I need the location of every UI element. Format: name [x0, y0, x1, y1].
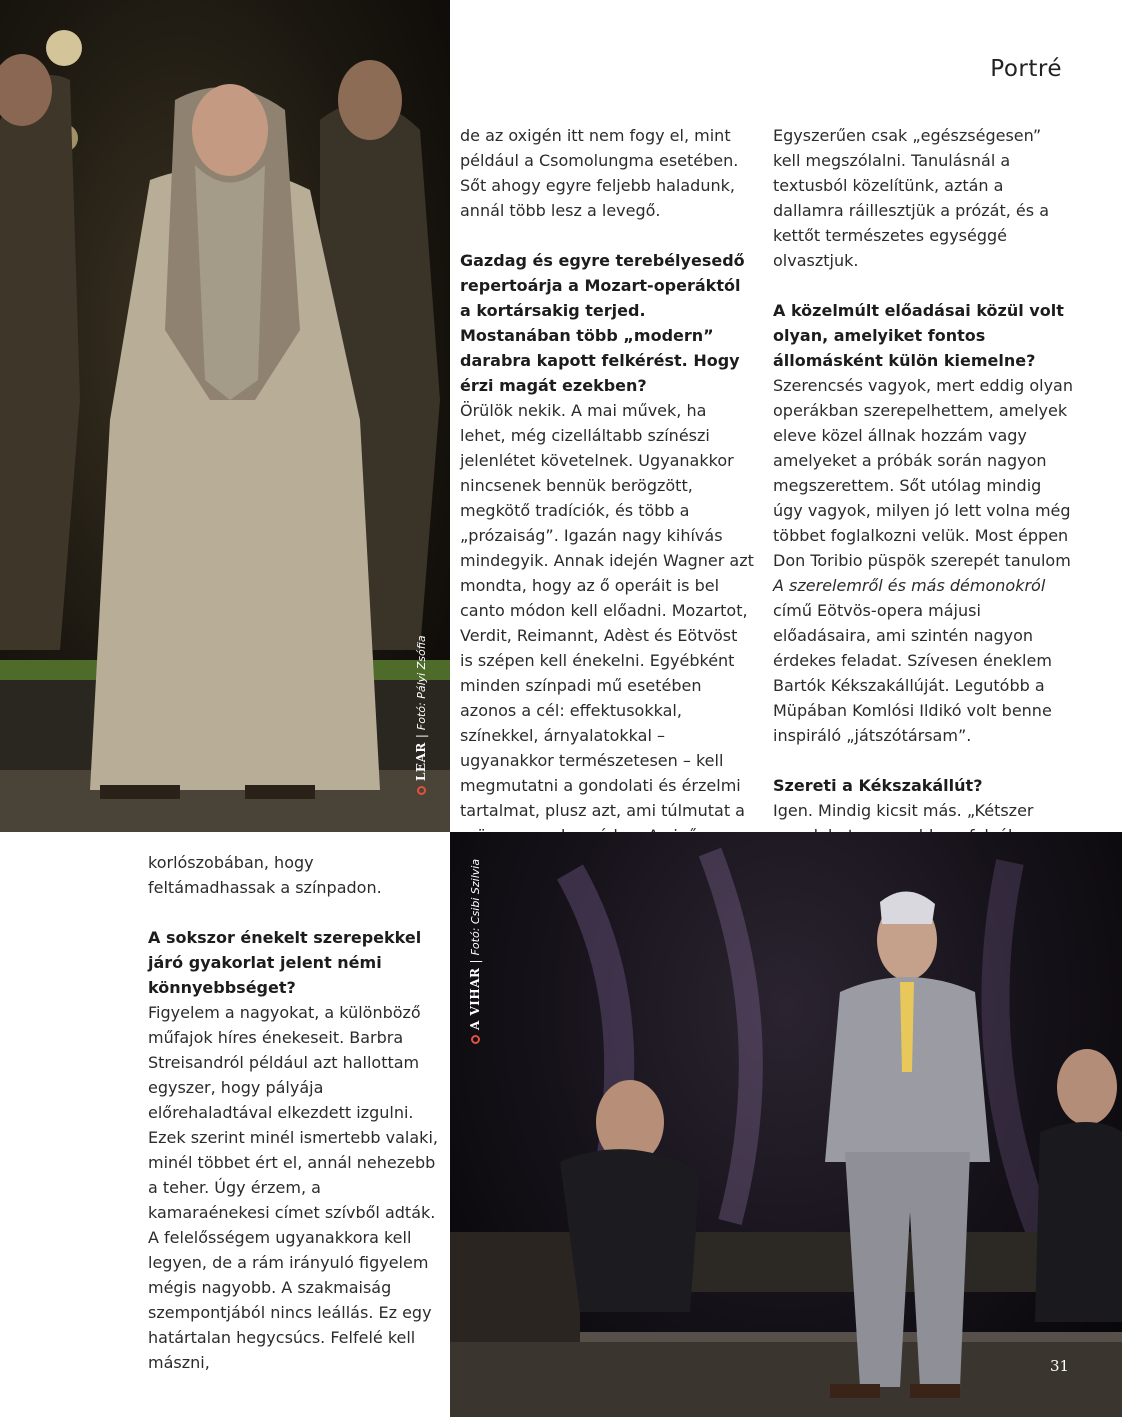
section-label: Portré	[990, 56, 1062, 82]
vihar-stage-illustration	[450, 832, 1122, 1417]
text-column-left-bottom	[148, 850, 440, 1375]
lear-stage-illustration	[0, 0, 450, 832]
opera-title: A szerelemről és más démonokról	[773, 576, 1046, 595]
interview-question: Szereti a Kékszakállút?	[773, 776, 983, 795]
lear-photo	[0, 0, 450, 832]
lear-photo-credit: LEAR|Fotó: Pályi Zsófia	[414, 635, 428, 795]
paragraph-text: című Eötvös-opera májusi előadásaira, ami szintén nagyon érdekes feladat. Szívesen éneklem Bartók Kékszakállúját. Legutóbb a Müpában Komlósi Ildikó volt benne inspiráló „játszótársam”.	[773, 601, 1052, 745]
paragraph: Igen. Mindig kicsit más. „Kétszer	[773, 801, 1034, 820]
paragraph: Egyszerűen csak „egészségesen” kell megszólalni. Tanulásnál a textusból közelítünk, aztán a dallamra ráillesztjük a prózát, és a kettőt természetes egységgé olvasztjuk.	[773, 126, 1049, 270]
paragraph: Örülök nekik. A mai művek, ha lehet, még cizelláltabb színészi jelenlétet követelnek. Ugyanakkor nincsenek bennük berögzött, megkötő tradíciók, és több a „prózaiság”. Igazán nagy kihívás mindegyik. Annak idején Wagner azt mondta, hogy az ő operáit is bel canto módon kell előadni. Mozartot, Verdit, Reimannt, Adèst és Eötvöst is szépen kell énekelni. Egyébként minden színpadi mű esetében azonos a cél: effektusokkal, színekkel, árnyalatokkal – ugyanakkor természetesen – kell megmutatni a gondolati és érzelmi tartalmat, plusz azt, ami túlmutat a	[460, 401, 754, 820]
page-number: 31	[1050, 1357, 1070, 1375]
circle-bullet-icon	[471, 1035, 480, 1044]
paragraph-with-title	[773, 373, 1073, 748]
photo-role: A VIHAR	[468, 967, 482, 1030]
interview-question: A sokszor énekelt szerepekkel járó gyakorlat jelent némi könnyebbséget?	[148, 928, 422, 997]
photo-role: LEAR	[414, 742, 428, 781]
photographer-credit: Fotó: Pályi Zsófia	[415, 635, 428, 731]
vihar-photo	[450, 832, 1122, 1417]
paragraph: korlószobában, hogy feltámadhassak a színpadon.	[148, 853, 382, 897]
paragraph-text: Szerencsés vagyok, mert eddig olyan operákban szerepelhettem, amelyek eleve közel állnak hozzám vagy amelyeket a próbák során nagyon megszerettem. Sőt utólag mindig úgy vagyok, milyen jó lett volna még többet foglalkozni velük. Most éppen Don Toribio püspök szerepét tanulom	[773, 376, 1073, 570]
circle-bullet-icon	[417, 786, 426, 795]
text-column-middle	[460, 123, 755, 898]
interview-question: A közelmúlt előadásai közül volt olyan, amelyiket fontos állomásként külön kiemelne?	[773, 301, 1064, 370]
vihar-photo-credit: A VIHAR|Fotó: Csibi Szilvia	[468, 859, 482, 1044]
paragraph: Figyelem a nagyokat, a különböző műfajok híres énekeseit. Barbra Streisandról például azt hallottam egyszer, hogy pályája előrehaladtával elkezdett izgulni. Ezek szerint minél ismertebb valaki, minél többet ért el, annál nehezebb a teher. Úgy érzem, a kamaraénekesi címet szívből adták. A felelősségem ugyanakkora kell legyen, de a rám irányuló figyelem mégis nagyobb. A szakmaiság szempontjából nincs leállás. Ez egy határtalan hegycsúcs. Felfelé kell mászni,	[148, 1003, 438, 1372]
interview-question: Gazdag és egyre terebélyesedő repertoárja a Mozart-operáktól a kortársakig terjed. Mostanában több „modern” darabra kapott felkérést. Hogy érzi magát ezekben?	[460, 251, 745, 395]
photographer-credit: Fotó: Csibi Szilvia	[469, 858, 482, 956]
paragraph: de az oxigén itt nem fogy el, mint például a Csomolungma esetében. Sőt ahogy egyre feljebb haladunk, annál több lesz a levegő.	[460, 126, 739, 220]
text-column-right	[773, 123, 1073, 873]
